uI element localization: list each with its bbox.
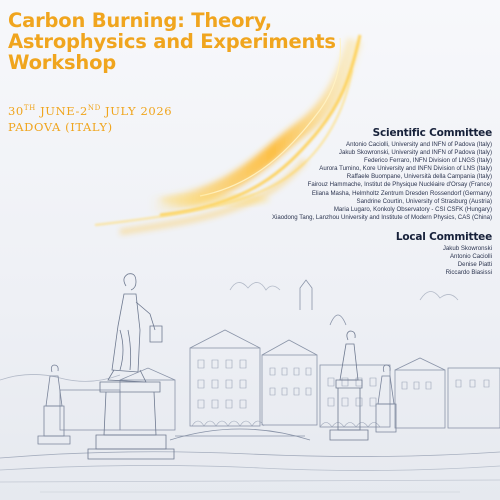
title-line-2: Astrophysics and Experiments [8,30,336,53]
event-location: PADOVA (ITALY) [8,120,113,134]
scientific-committee [272,127,492,222]
committee-member: Raffaele Buompane, Università della Campania (Italy) [346,173,492,181]
statue-sketch [88,274,174,459]
committee-member: Jakub Skowronski [442,245,492,252]
committee-member: Antonio Caciolli, University and INFN of Padova (Italy) [346,141,492,148]
workshop-title [8,10,368,73]
scientific-committee-heading: Scientific Committee [372,127,492,139]
committee-member: Federico Ferraro, INFN Division of LNGS (Italy) [364,157,492,165]
committee-member: Maria Lugaro, Konkoly Observatory - CSI CSFK (Hungary) [333,205,492,213]
date-range: 30TH JUNE-2ND JULY 2026 [8,104,173,118]
committee-member: Eliana Masha, Helmholtz Zentrum Dresden Rossendorf (Germany) [311,189,492,197]
committee-member: Xiaodong Tang, Lanzhou University and Institute of Modern Physics, CAS (China) [271,213,492,221]
local-committee-heading: Local Committee [395,231,492,243]
title-line-3: Workshop [8,51,117,74]
committee-member: Fairouz Hammache, Institut de Physique Nucléaire d'Orsay (France) [307,181,492,189]
padova-sketch-illustration [0,230,500,500]
committee-member: Denise Piatti [457,261,492,269]
city-buildings-sketch [60,280,500,430]
scientific-committee-list [272,141,492,222]
committee-member: Jakub Skowronski, University and INFN of Padova (Italy) [338,149,492,157]
event-dates [8,100,172,135]
statue-sketch-right [330,331,368,440]
committee-member: Aurora Tumino, Kore University and INFN Division of LNS (Italy) [319,165,492,173]
bridge-sketch [170,429,310,440]
committee-member: Sandrine Courtin, University of Strasburg (Austria) [356,197,492,205]
committee-member: Antonio Caciolli [449,253,492,261]
title-line-1: Carbon Burning: Theory, [8,9,272,32]
committee-member: Riccardo Biasissi [445,269,492,277]
